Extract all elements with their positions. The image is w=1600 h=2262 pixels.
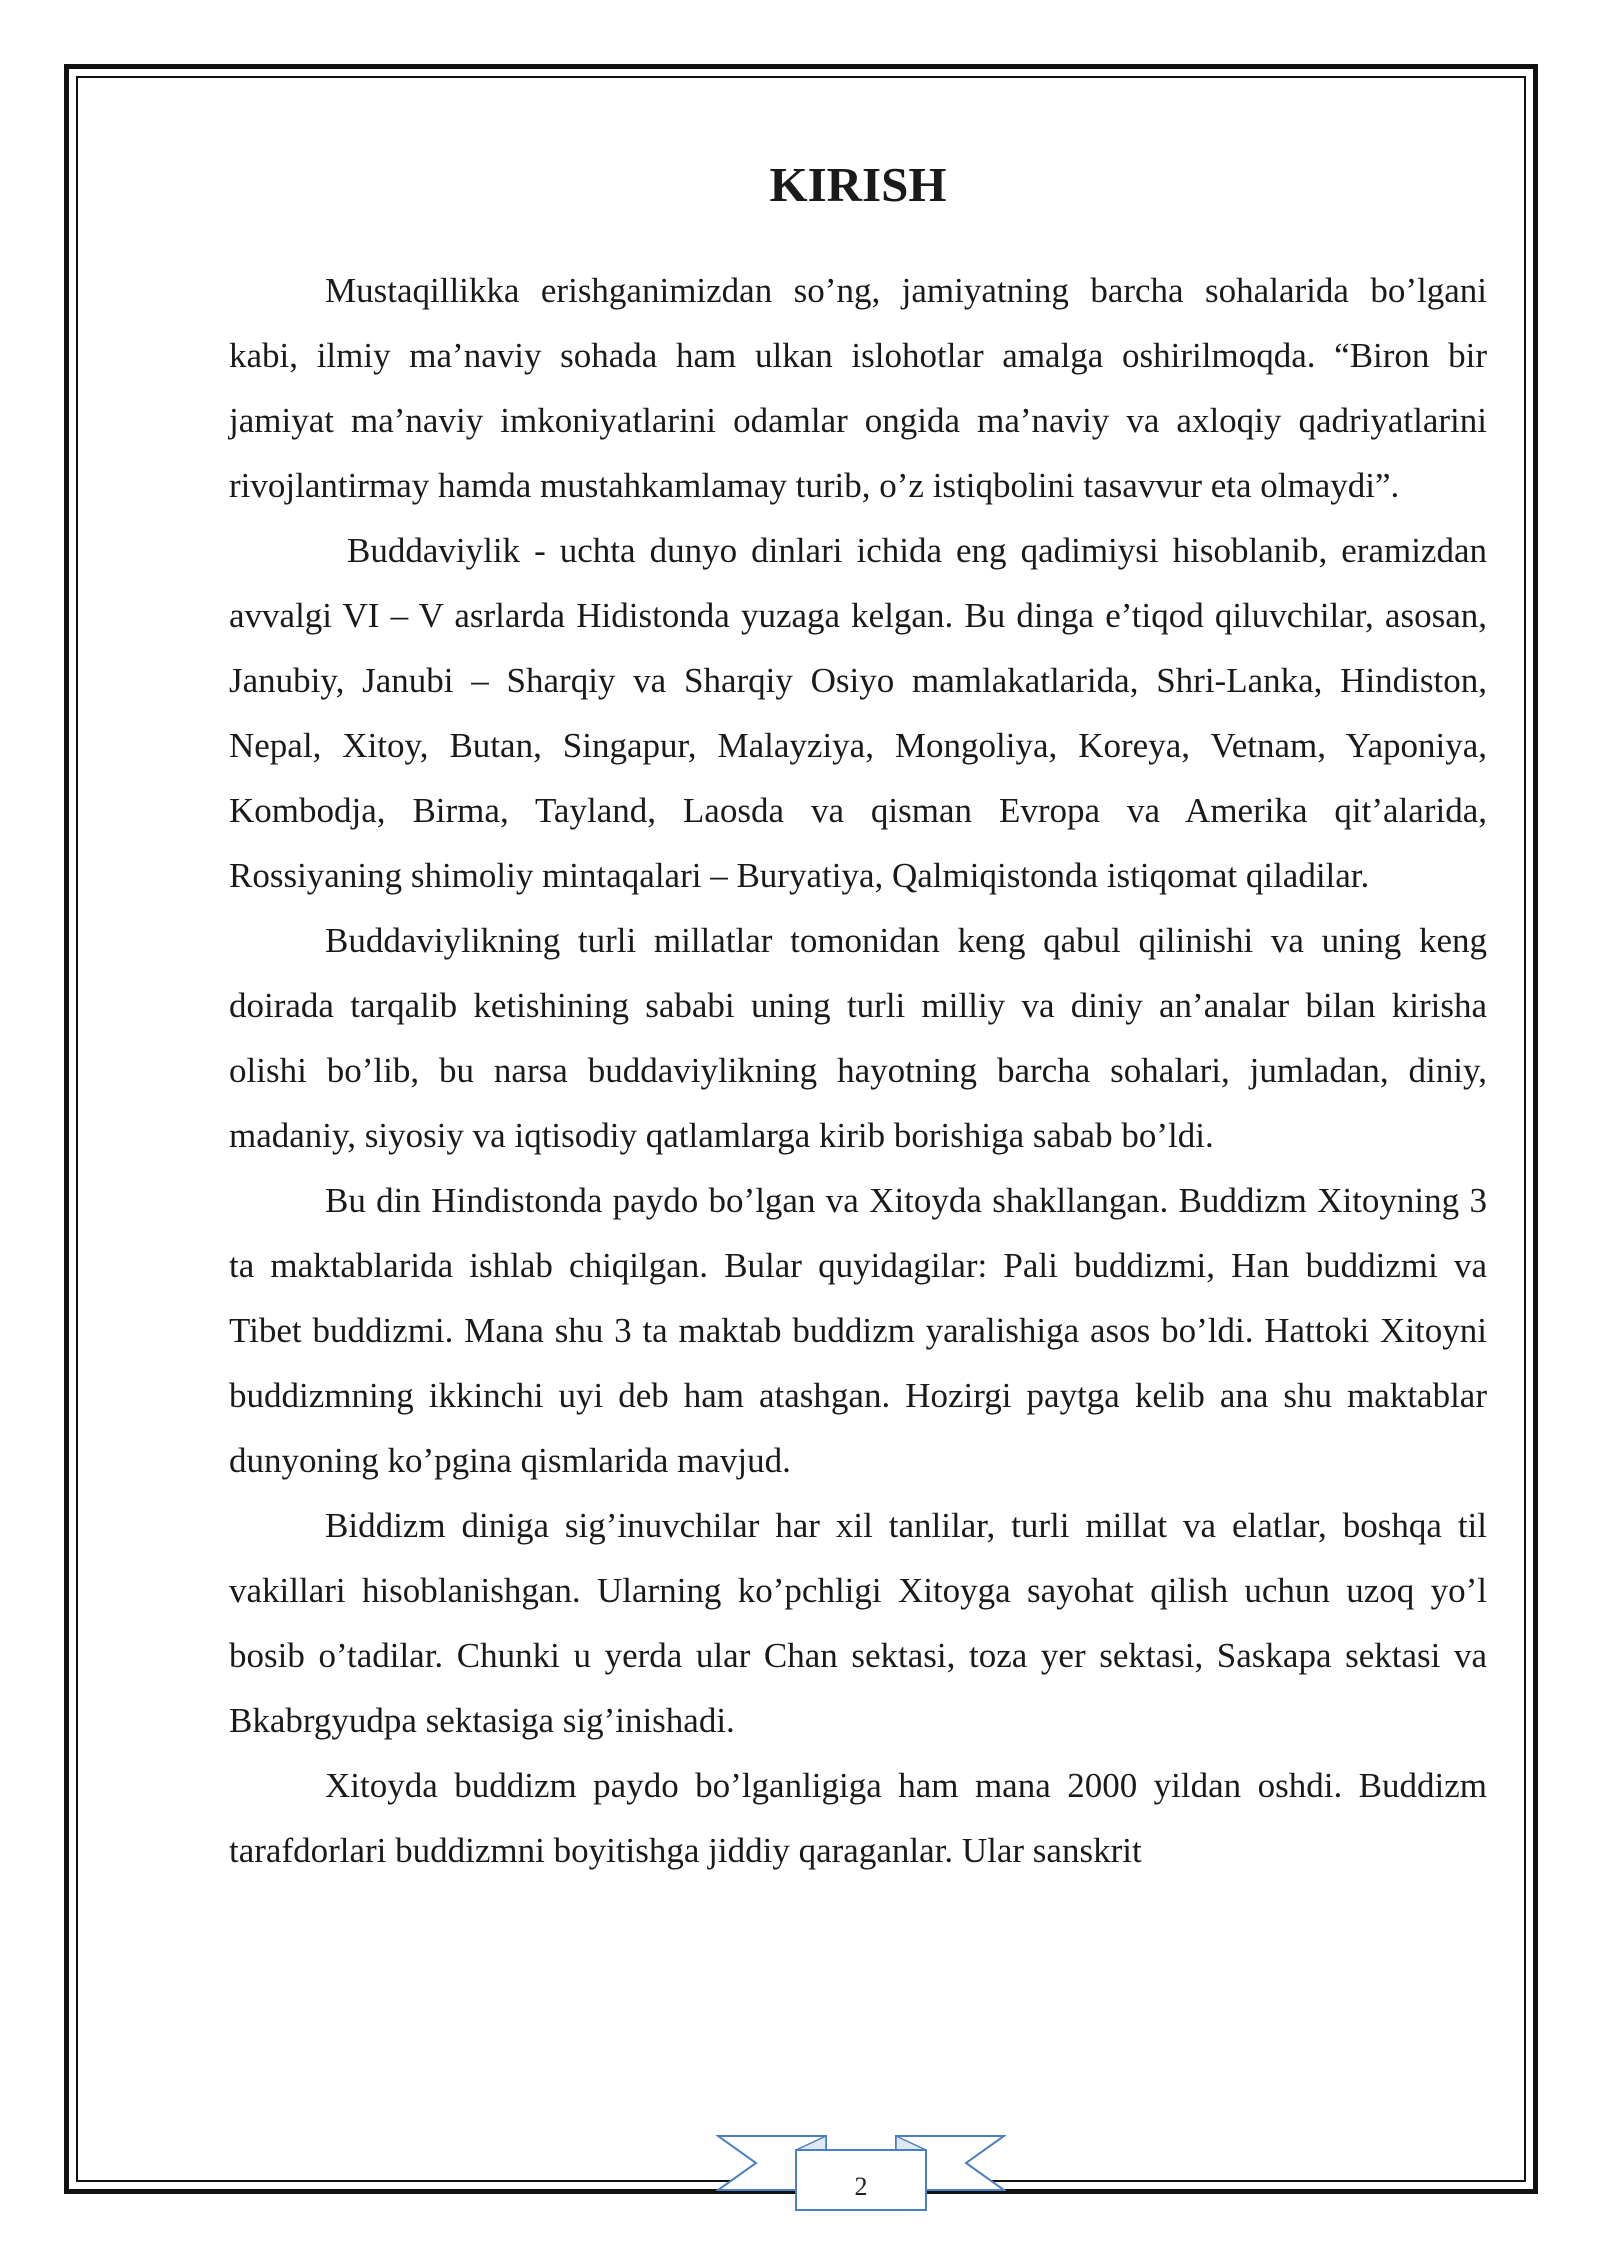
paragraph-1: Mustaqillikka erishganimizdan so’ng, jamiyatning barcha sohalarida bo’lgani kabi, ilmiy ma’naviy sohada ham ulkan islohotlar amalga oshirilmoqda. “Biron bir jamiyat ma’naviy imkoniyatlarini odamlar ongida ma’naviy va axloqiy qadriyatlarini rivojlantirmay hamda mustahkamlamay turib, o’z istiqbolini tasavvur eta olmaydi”. — [229, 271, 1487, 505]
document-body — [229, 150, 1487, 1883]
page-title: KIRISH — [769, 157, 947, 212]
page-number-ribbon — [716, 2132, 1006, 2212]
paragraph-6: Xitoyda buddizm paydo bo’lganligiga ham mana 2000 yildan oshdi. Buddizm tarafdorlari buddizmni boyitishga jiddiy qaraganlar. Ular sanskrit — [229, 1766, 1487, 1870]
page-number: 2 — [854, 2172, 868, 2201]
paragraph-4: Bu din Hindistonda paydo bo’lgan va Xitoyda shakllangan. Buddizm Xitoyning 3 ta maktablarida ishlab chiqilgan. Bular quyidagilar: Pali buddizmi, Han buddizmi va Tibet buddizmi. Mana shu 3 ta maktab buddizm yaralishiga asos bo’ldi. Hattoki Xitoyni buddizmning ikkinchi uyi deb ham atashgan. Hozirgi paytga kelib ana shu maktablar dunyoning ko’pgina qismlarida mavjud. — [229, 1181, 1487, 1480]
paragraph-5: Biddizm diniga sig’inuvchilar har xil tanlilar, turli millat va elatlar, boshqa til vakillari hisoblanishgan. Ularning ko’pchligi Xitoyga sayohat qilish uchun uzoq yo’l bosib o’tadilar. Chunki u yerda ular Chan sektasi, toza yer sektasi, Saskapa sektasi va Bkabrgyudpa sektasiga sig’inishadi. — [229, 1506, 1487, 1740]
paragraph-3: Buddaviylikning turli millatlar tomonidan keng qabul qilinishi va uning keng doirada tarqalib ketishining sababi uning turli milliy va diniy an’analar bilan kirisha olishi bo’lib, bu narsa buddaviylikning hayotning barcha sohalari, jumladan, diniy, madaniy, siyosiy va iqtisodiy qatlamlarga kirib borishiga sabab bo’ldi. — [229, 921, 1487, 1155]
paragraph-2: Buddaviylik - uchta dunyo dinlari ichida eng qadimiysi hisoblanib, eramizdan avvalgi VI – V asrlarda Hidistonda yuzaga kelgan. Bu dinga e’tiqod qiluvchilar, asosan, Janubiy, Janubi – Sharqiy va Sharqiy Osiyo mamlakatlarida, Shri-Lanka, Hindiston, Nepal, Xitoy, Butan, Singapur, Malayziya, Mongoliya, Koreya, Vetnam, Yaponiya, Kombodja, Birma, Tayland, Laosda va qisman Evropa va Amerika qit’alarida, Rossiyaning shimoliy mintaqalari – Buryatiya, Qalmiqistonda istiqomat qiladilar. — [229, 531, 1487, 895]
